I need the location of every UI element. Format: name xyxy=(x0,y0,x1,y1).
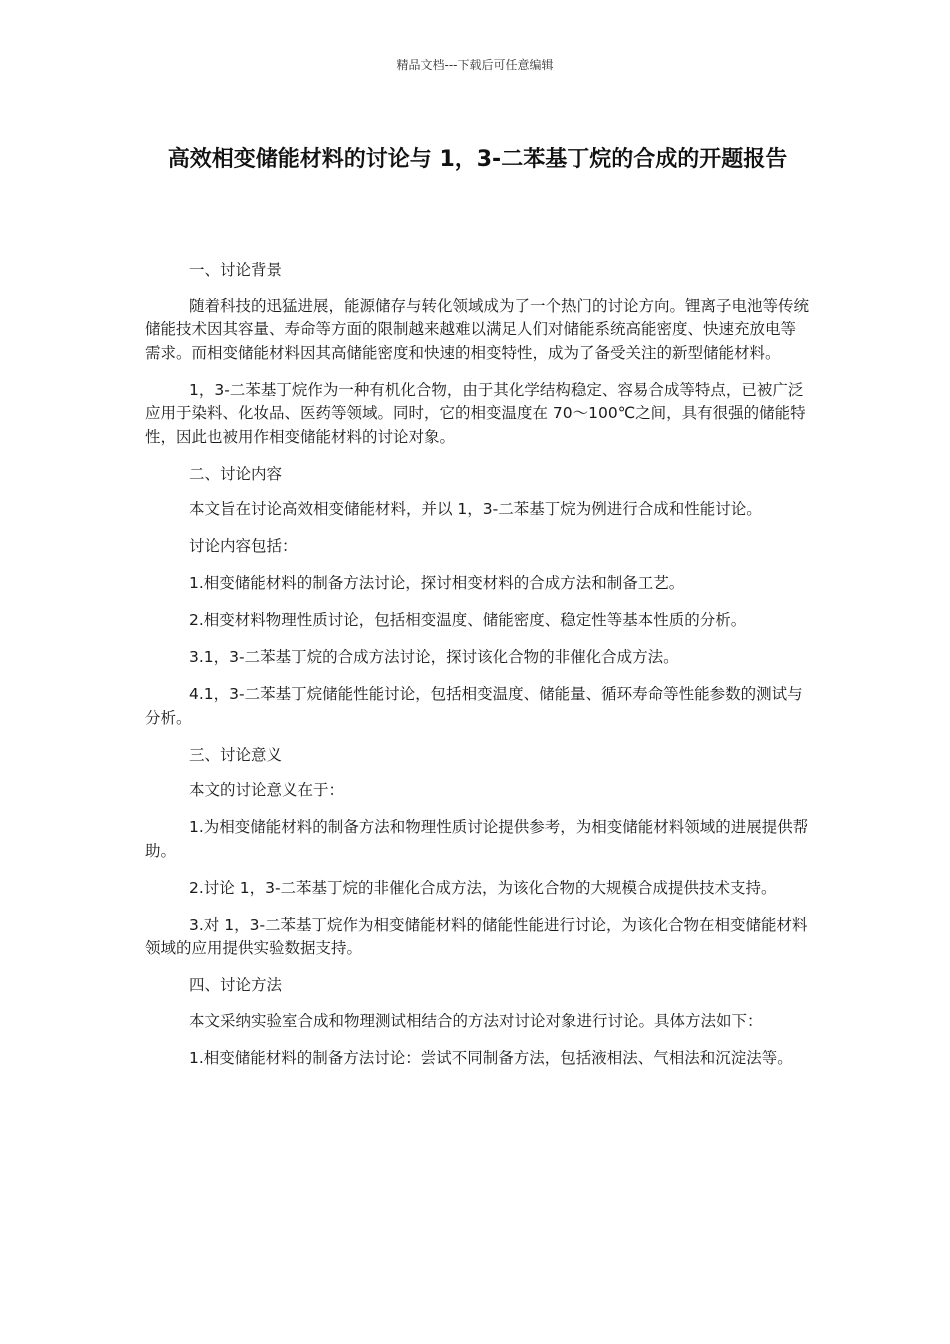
document-body xyxy=(145,259,810,1084)
section-heading: 四、讨论方法 xyxy=(189,976,283,994)
paragraph: 2.讨论 1，3-二苯基丁烷的非催化合成方法，为该化合物的大规模合成提供技术支持。 xyxy=(189,878,777,897)
paragraph: 本文旨在讨论高效相变储能材料，并以 1，3-二苯基丁烷为例进行合成和性能讨论。 xyxy=(189,500,762,518)
paragraph: 3.1，3-二苯基丁烷的合成方法讨论，探讨该化合物的非催化合成方法。 xyxy=(189,648,679,666)
paragraph: 讨论内容包括： xyxy=(189,537,298,555)
paragraph: 1，3-二苯基丁烷作为一种有机化合物，由于其化学结构稳定、容易合成等特点，已被广泛应用于染料、化妆品、医药等领域。同时，它的相变温度在 70～100℃之间，具有很强的储能特性，因此也被用作相变储能材料的讨论对象。 xyxy=(145,380,806,446)
header-watermark: 精品文档---下载后可任意编辑 xyxy=(396,58,554,72)
paragraph: 本文的讨论意义在于： xyxy=(189,781,345,799)
paragraph: 本文采纳实验室合成和物理测试相结合的方法对讨论对象进行讨论。具体方法如下： xyxy=(189,1011,763,1030)
paragraph: 1.相变储能材料的制备方法讨论，探讨相变材料的合成方法和制备工艺。 xyxy=(189,574,685,592)
paragraph: 1.为相变储能材料的制备方法和物理性质讨论提供参考，为相变储能材料领域的进展提供帮助。 xyxy=(145,818,809,860)
section-heading: 二、讨论内容 xyxy=(189,464,283,483)
section-heading: 一、讨论背景 xyxy=(189,261,283,279)
paragraph: 2.相变材料物理性质讨论，包括相变温度、储能密度、稳定性等基本性质的分析。 xyxy=(189,611,747,629)
paragraph: 4.1，3-二苯基丁烷储能性能讨论，包括相变温度、储能量、循环寿命等性能参数的测试与分析。 xyxy=(145,685,803,727)
paragraph: 3.对 1，3-二苯基丁烷作为相变储能材料的储能性能进行讨论，为该化合物在相变储能材料领域的应用提供实验数据支持。 xyxy=(145,915,808,957)
paragraph: 随着科技的迅猛进展，能源储存与转化领域成为了一个热门的讨论方向。锂离子电池等传统储能技术因其容量、寿命等方面的限制越来越难以满足人们对储能系统高能密度、快速充放电等需求。而相变储能材料因其高储能密度和快速的相变特性，成为了备受关注的新型储能材料。 xyxy=(145,296,810,362)
section-heading: 三、讨论意义 xyxy=(189,745,283,764)
paragraph: 1.相变储能材料的制备方法讨论：尝试不同制备方法，包括液相法、气相法和沉淀法等。 xyxy=(189,1048,793,1067)
document-title: 高效相变储能材料的讨论与 1，3-二苯基丁烷的合成的开题报告 xyxy=(167,147,788,172)
